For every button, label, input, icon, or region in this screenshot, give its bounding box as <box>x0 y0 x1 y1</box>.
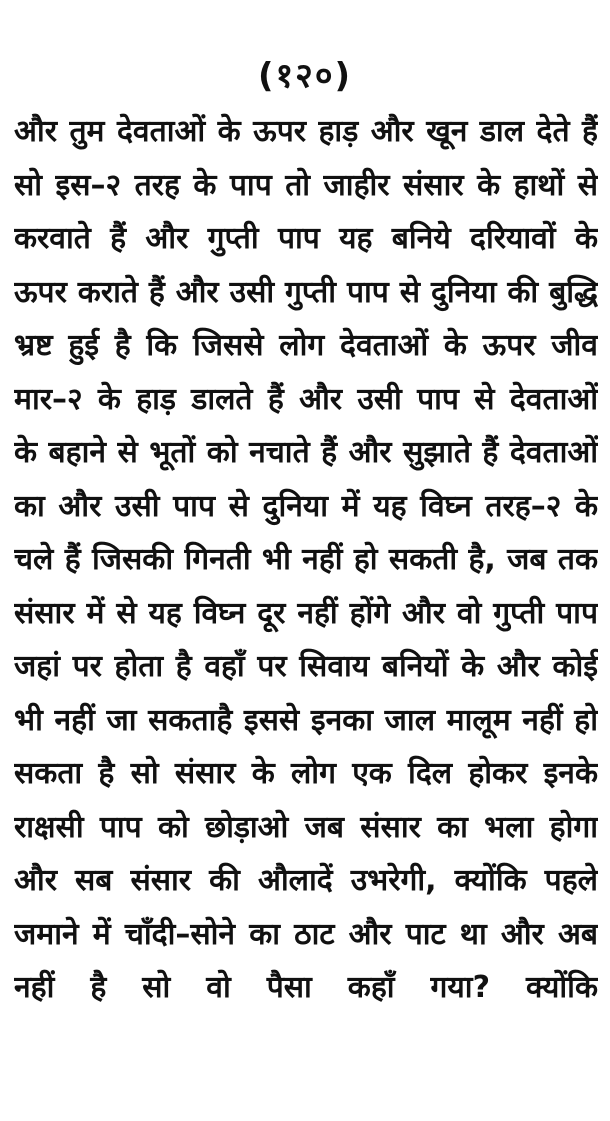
text-line: चले हैं जिसकी गिनती भी नहीं हो सकती है, जब तक <box>14 542 598 577</box>
text-line: सो इस–२ तरह के पाप तो जाहीर संसार के हाथों से <box>14 167 598 203</box>
text-line: नहीं है सो वो पैसा कहाँ गया? क्योंकि <box>14 970 598 1005</box>
text-line: जमाने में चाँदी–सोने का ठाट और पाट था और अब <box>14 916 598 952</box>
text-line: सकता है सो संसार के लोग एक दिल होकर इनके <box>14 756 598 791</box>
text-line: करवाते हैं और गुप्ती पाप यह बनिये दरियावों के <box>14 221 598 256</box>
text-line: और सब संसार की औलादें उभरेगी, क्योंकि पहले <box>14 863 598 898</box>
text-line: का और उसी पाप से दुनिया में यह विघ्न तरह–२ के <box>14 488 598 524</box>
body-text <box>14 105 598 1015</box>
text-line: भ्रष्ट हुई है कि जिससे लोग देवताओं के ऊपर जीव <box>14 328 598 363</box>
text-line: और तुम देवताओं के ऊपर हाड़ और खून डाल देते हैं <box>14 114 598 149</box>
text-line: संसार में से यह विघ्न दूर नहीं होंगे और वो गुप्ती पाप <box>14 595 598 631</box>
text-line: मार–२ के हाड़ डालते हैं और उसी पाप से देवताओं <box>14 381 598 417</box>
text-line: भी नहीं जा सकताहै इससे इनका जाल मालूम नहीं हो <box>14 702 598 738</box>
text-line: ऊपर कराते हैं और उसी गुप्ती पाप से दुनिया की बुद्धि <box>14 274 598 310</box>
text-line: के बहाने से भूतों को नचाते हैं और सुझाते हैं देवताओं <box>14 435 598 470</box>
page-number: (१२०) <box>257 56 353 96</box>
text-line: राक्षसी पाप को छोड़ाओ जब संसार का भला होगा <box>14 809 598 845</box>
text-line: जहां पर होता है वहाँ पर सिवाय बनियों के और कोई <box>14 649 598 684</box>
